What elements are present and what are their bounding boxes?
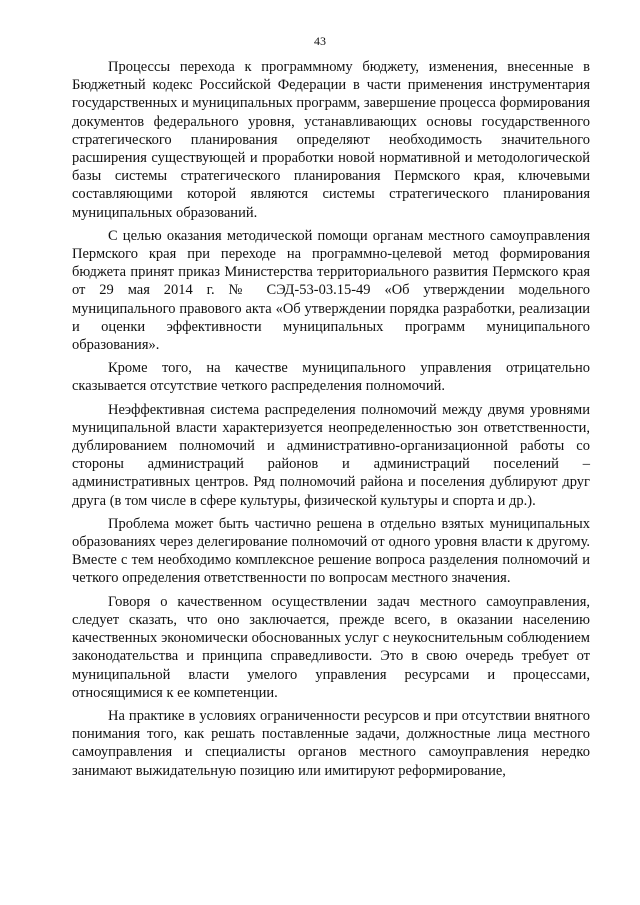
paragraph-7: На практике в условиях ограниченности ресурсов и при отсутствии внятного понимания того, как решать поставленные задачи, должностные лица местного самоуправления и специалисты органов местного самоуправления нередко занимают выжидательную позицию или имитируют реформирование,: [72, 707, 590, 779]
paragraph-4: Неэффективная система распределения полномочий между двумя уровнями муниципальной власти характеризуется неопределенностью зон ответственности, дублированием полномочий и административно-организационной работы со стороны администраций районов и администраций поселений – административных центров. Ряд полномочий района и поселения дублируют друг друга (в том числе в сфере культуры, физической культуры и спорта и др.).: [72, 401, 590, 509]
paragraph-5: Проблема может быть частично решена в отдельно взятых муниципальных образованиях через делегирование полномочий от одного уровня власти к другому. Вместе с тем необходимо комплексное решение вопроса разделения полномочий и четкого определения ответственности по вопросам местного значения.: [72, 515, 590, 587]
paragraph-2: С целью оказания методической помощи органам местного самоуправления Пермского края при переходе на программно-целевой метод формирования бюджета принят приказ Министерства территориального развития Пермского края от 29 мая 2014 г. № СЭД-53-03.15-49 «Об утверждении модельного муниципального правового акта «Об утверждении порядка разработки, реализации и оценки эффективности муниципальных программ муниципального образования».: [72, 227, 590, 354]
paragraph-6: Говоря о качественном осуществлении задач местного самоуправления, следует сказать, что оно заключается, прежде всего, в оказании населению качественных экономически обоснованных услуг с неукоснительным соблюдением законодательства и принципа справедливости. Это в свою очередь требует от муниципальной власти умелого управления ресурсами и процессами, относящимися к ее компетенции.: [72, 593, 590, 701]
paragraph-3: Кроме того, на качестве муниципального управления отрицательно сказывается отсутствие четкого распределения полномочий.: [72, 360, 590, 395]
page-number: 43: [314, 34, 326, 48]
body-text: [72, 58, 590, 785]
paragraph-1: Процессы перехода к программному бюджету, изменения, внесенные в Бюджетный кодекс Российской Федерации в части применения инструментария государственных и муниципальных программ, завершение процесса формирования документов федерального уровня, устанавливающих основы государственного стратегического планирования определяют необходимость значительного расширения существующей и проработки новой нормативной и методологической базы системы стратегического планирования Пермского края, ключевыми составляющими которой являются системы стратегического планирования муниципальных образований.: [72, 59, 590, 221]
